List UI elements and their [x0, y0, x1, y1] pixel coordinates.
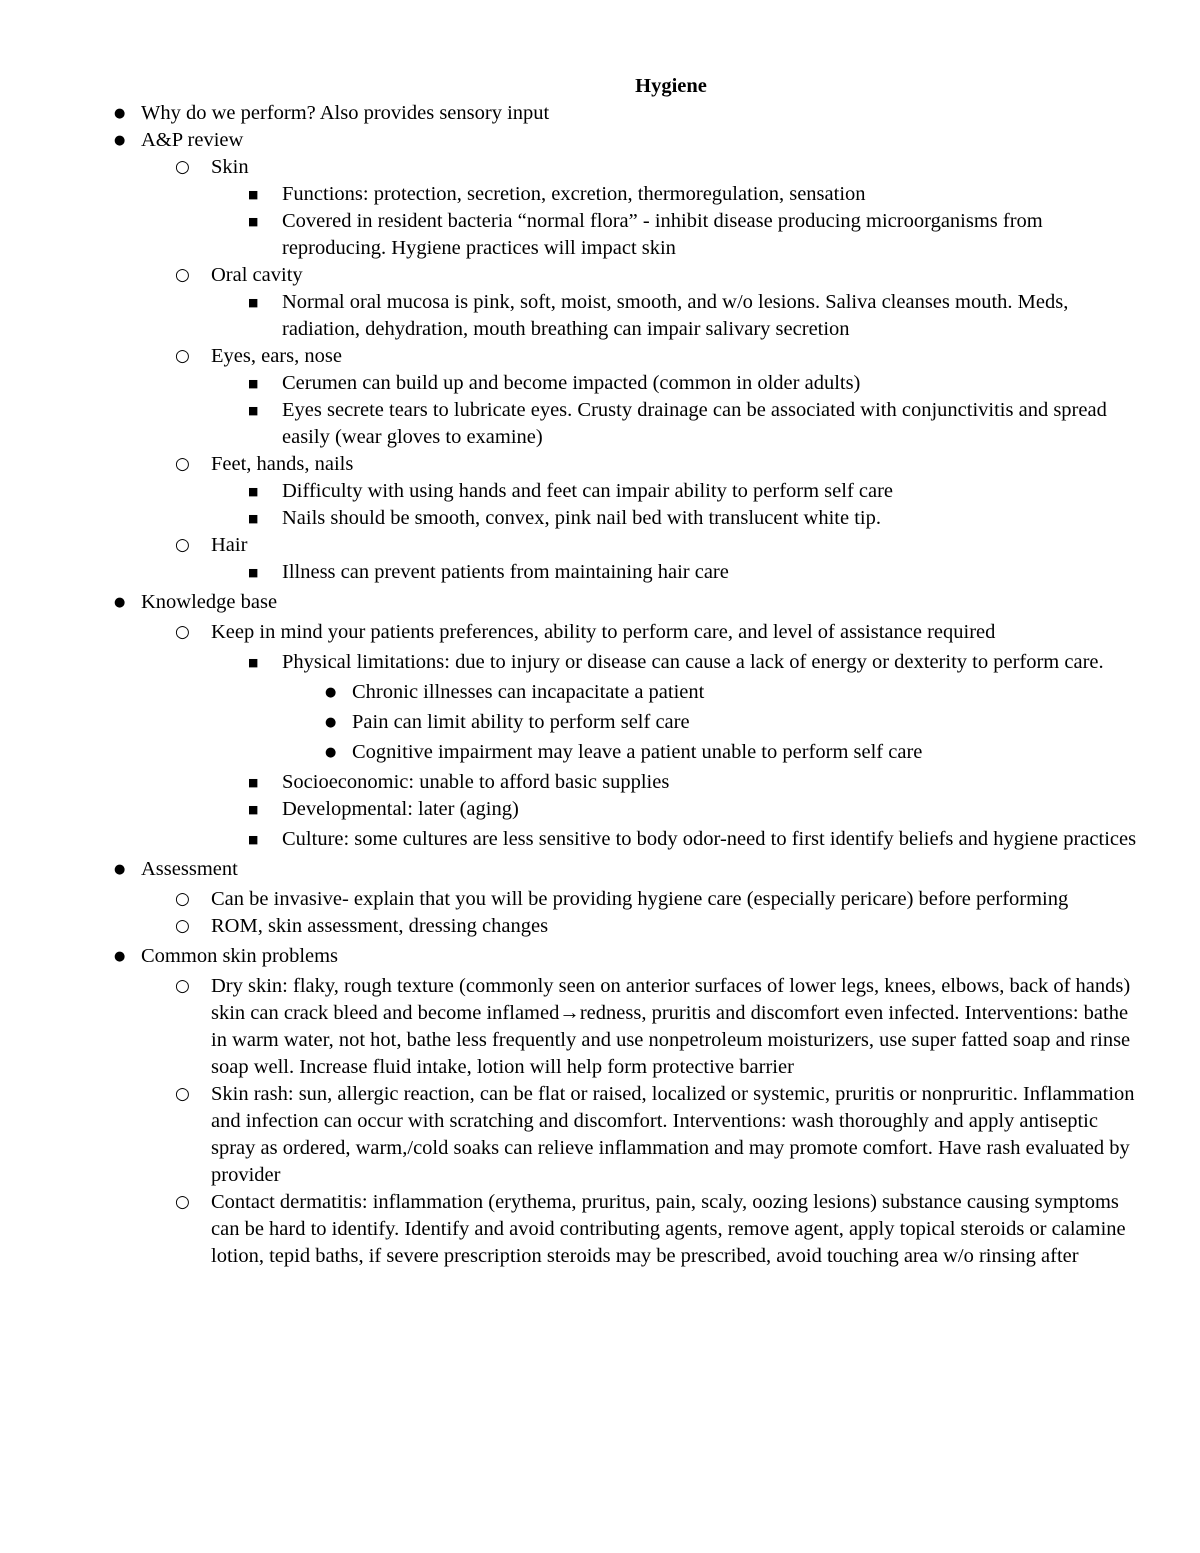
list-item: ■ Covered in resident bacteria “normal flora” - inhibit disease producing microorganisms from reproducing. Hygiene practices will impact skin — [248, 210, 1043, 259]
list-item: ● Assessment — [0, 856, 1200, 883]
bullet-circle-icon: ○ — [175, 454, 190, 474]
bullet-circle-icon: ○ — [175, 535, 190, 555]
bullet-square-icon: ■ — [248, 377, 259, 390]
list-item: ■ Normal oral mucosa is pink, soft, moist, smooth, and w/o lesions. Saliva cleanses mouth. Meds, radiation, dehydration, mouth breathing can impair salivary secretion — [248, 291, 1069, 340]
bullet-circle-icon: ○ — [175, 976, 190, 996]
list-item: ■ Illness can prevent patients from maintaining hair care — [0, 559, 1200, 586]
bullet-circle-icon: ○ — [175, 346, 190, 366]
bullet-square-icon: ■ — [248, 566, 259, 579]
bullet-square-icon: ■ — [248, 188, 259, 201]
bullet-square-icon: ■ — [248, 512, 259, 525]
list-item: ○ ROM, skin assessment, dressing changes — [0, 913, 1200, 940]
bullet-dot-icon: ● — [325, 715, 337, 730]
document-title: Hygiene — [635, 75, 707, 97]
list-item: ● Chronic illnesses can incapacitate a patient — [0, 679, 1200, 706]
list-item: ■ Physical limitations: due to injury or disease can cause a lack of energy or dexterity to perform care. — [0, 649, 1200, 676]
bullet-square-icon: ■ — [248, 215, 259, 228]
list-item: ○ Oral cavity — [0, 262, 1200, 289]
bullet-circle-icon: ○ — [175, 916, 190, 936]
list-item: ○ Dry skin: flaky, rough texture (commonly seen on anterior surfaces of lower legs, knees, elbows, back of hands) skin can crack bleed and become inflamed→redness, pruritis and discomfort even infected. Interventions: bathe in warm water, not hot, bathe less frequently and use nonpetroleum moisturizers, use super fatted soap and rinse soap well. Increase fluid intake, lotion will help form protective barrier — [175, 975, 1131, 1078]
list-item: ● Knowledge base — [0, 589, 1200, 616]
list-item: ■ Eyes secrete tears to lubricate eyes. Crusty drainage can be associated with conjunctivitis and spread easily (wear gloves to examine) — [248, 399, 1107, 448]
list-item: ■ Functions: protection, secretion, excretion, thermoregulation, sensation — [0, 181, 1200, 208]
bullet-square-icon: ■ — [248, 776, 259, 789]
bullet-square-icon: ■ — [248, 404, 259, 417]
bullet-square-icon: ■ — [248, 656, 259, 669]
bullet-circle-icon: ○ — [175, 889, 190, 909]
list-item: ○ Hair — [0, 532, 1200, 559]
bullet-circle-icon: ○ — [175, 622, 190, 642]
list-item: ● A&P review — [0, 127, 1200, 154]
list-item: ● Pain can limit ability to perform self care — [0, 709, 1200, 736]
bullet-dot-icon: ● — [114, 949, 126, 964]
bullet-dot-icon: ● — [325, 745, 337, 760]
bullet-square-icon: ■ — [248, 485, 259, 498]
bullet-dot-icon: ● — [114, 862, 126, 877]
document-title-row — [0, 73, 1200, 100]
bullet-circle-icon: ○ — [175, 265, 190, 285]
list-item: ■ Difficulty with using hands and feet can impair ability to perform self care — [0, 478, 1200, 505]
list-item: ■ Developmental: later (aging) — [0, 796, 1200, 823]
list-item: ○ Skin rash: sun, allergic reaction, can be flat or raised, localized or systemic, pruritis or nonpruritic. Inflammation and infection can occur with scratching and discomfort. Interventions: wash thoroughly and apply antiseptic spray as ordered, warm,/cold soaks can relieve inflammation and may promote comfort. Have rash evaluated by provider — [175, 1083, 1135, 1186]
bullet-dot-icon: ● — [114, 133, 126, 148]
bullet-circle-icon: ○ — [175, 1192, 190, 1212]
list-item: ○ Can be invasive- explain that you will be providing hygiene care (especially pericare) before performing — [0, 886, 1200, 913]
list-item: ■ Nails should be smooth, convex, pink nail bed with translucent white tip. — [0, 505, 1200, 532]
bullet-square-icon: ■ — [248, 296, 259, 309]
list-item: ■ Cerumen can build up and become impacted (common in older adults) — [0, 370, 1200, 397]
bullet-square-icon: ■ — [248, 833, 259, 846]
bullet-circle-icon: ○ — [175, 1084, 190, 1104]
list-item: ○ Eyes, ears, nose — [0, 343, 1200, 370]
list-item: ● Why do we perform? Also provides sensory input — [0, 100, 1200, 127]
bullet-dot-icon: ● — [114, 106, 126, 121]
list-item: ○ Skin — [0, 154, 1200, 181]
outline-list — [0, 100, 1200, 1270]
list-item: ■ Socioeconomic: unable to afford basic supplies — [0, 769, 1200, 796]
list-item: ● Cognitive impairment may leave a patient unable to perform self care — [0, 739, 1200, 766]
bullet-dot-icon: ● — [114, 595, 126, 610]
bullet-square-icon: ■ — [248, 803, 259, 816]
list-item: ● Common skin problems — [0, 943, 1200, 970]
bullet-circle-icon: ○ — [175, 157, 190, 177]
list-item: ○ Feet, hands, nails — [0, 451, 1200, 478]
list-item: ○ Keep in mind your patients preferences, ability to perform care, and level of assistance required — [0, 619, 1200, 646]
list-item: ○ Contact dermatitis: inflammation (erythema, pruritus, pain, scaly, oozing lesions) substance causing symptoms can be hard to identify. Identify and avoid contributing agents, remove agent, apply topical steroids or calamine lotion, tepid baths, if severe prescription steroids may be prescribed, avoid touching area w/o rinsing after — [175, 1191, 1126, 1267]
list-item: ■ Culture: some cultures are less sensitive to body odor-need to first identify beliefs and hygiene practices — [0, 826, 1200, 853]
bullet-dot-icon: ● — [325, 685, 337, 700]
